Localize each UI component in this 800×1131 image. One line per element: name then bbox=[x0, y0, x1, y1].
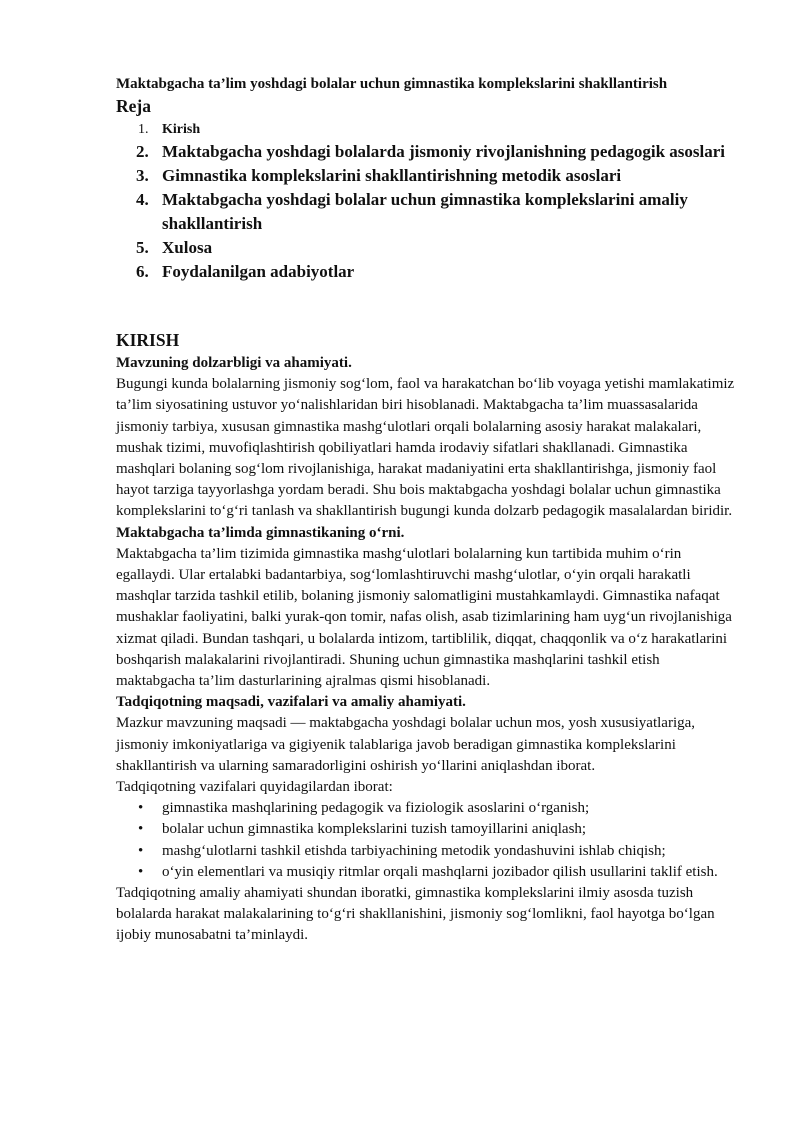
spacer bbox=[116, 284, 742, 329]
bullet-icon: • bbox=[138, 842, 144, 859]
paragraph-role: Maktabgacha ta’lim tizimida gimnastika mashg‘ulotlari bolalarning kun tartibida muhim o‘rin egallaydi. Ular ertalabki badantarbiya, sog‘lomlashtiruvchi mashg‘ulotlar, o‘yin orqali harakatli mashqlar tarzida tashkil etilib, bolaning jismoniy salomatligini mustahkamlaydi. Gimnastika nafaqat mushaklar faoliyatini, balki yurak-qon tomir, nafas olish, asab tizimlarining ham uyg‘un rivojlanishiga xizmat qiladi. Bundan tashqari, u bolalarda intizom, tartiblilik, diqqat, chaqqonlik va o‘z harakatlarini boshqarish malakalarini rivojlantiradi. Shuning uchun gimnastika mashqlarini tashkil etish maktabgacha ta’lim dasturlarining ajralmas qismi hisoblanadi. bbox=[116, 545, 732, 690]
task-text: bolalar uchun gimnastika komplekslarini tuzish tamoyillarini aniqlash; bbox=[162, 821, 587, 838]
plan-item-text: Foydalanilgan adabiyotlar bbox=[162, 262, 355, 281]
plan-heading: Reja bbox=[116, 96, 151, 116]
plan-item bbox=[116, 260, 742, 284]
task-text: gimnastika mashqlarining pedagogik va fiziologik asoslarini o‘rganish; bbox=[162, 800, 590, 817]
plan-item-number: 6. bbox=[136, 262, 149, 281]
list-item bbox=[116, 798, 742, 819]
plan-item bbox=[116, 164, 742, 188]
bullet-icon: • bbox=[138, 800, 144, 817]
tasks-intro: Tadqiqotning vazifalari quyidagilardan iborat: bbox=[116, 779, 393, 796]
subheading-goals: Tadqiqotning maqsadi, vazifalari va amaliy ahamiyati. bbox=[116, 694, 466, 711]
section-heading-kirish: KIRISH bbox=[116, 330, 180, 350]
list-item bbox=[116, 841, 742, 862]
paragraph-goal: Mazkur mavzuning maqsadi — maktabgacha yoshdagi bolalar uchun mos, yosh xususiyatlariga, jismoniy imkoniyatlariga va gigiyenik talablariga javob beradigan gimnastika komplekslarini shakllantirish va ularning samaradorligini oshirish yo‘llarini aniqlashdan iborat. bbox=[116, 715, 696, 774]
plan-item-number: 3. bbox=[136, 166, 149, 185]
task-text: mashg‘ulotlarni tashkil etishda tarbiyachining metodik yondashuvini ishlab chiqish; bbox=[162, 842, 666, 859]
paragraph-relevance: Bugungi kunda bolalarning jismoniy sog‘lom, faol va harakatchan bo‘lib voyaga yetishi mamlakatimiz ta’lim siyosatining ustuvor yo‘nalishlaridan biri hisoblanadi. Maktabgacha ta’lim muassasalarida jismoniy tarbiya, xususan gimnastika mashg‘ulotlari orqali bolalarning asosiy harakat malakalari, mushak tizimi, muvofiqlashtirish qobiliyatlari hamda irodaviy sifatlari shakllanadi. Gimnastika mashqlari bolaning sog‘lom rivojlanishiga, harakat madaniyatini erta shakllantirishga, jismoniy faol hayot tarziga tayyorlashga yordam beradi. Shu bois maktabgacha yoshdagi bolalar uchun gimnastika komplekslarini to‘g‘ri tanlash va shakllantirish bugungi kunda dolzarb pedagogik masalalardan biridir. bbox=[116, 376, 735, 520]
plan-item-number: 1. bbox=[138, 122, 149, 137]
plan-item-text: Maktabgacha yoshdagi bolalar uchun gimnastika komplekslarini amaliy shakllantirish bbox=[162, 190, 688, 233]
subheading-role: Maktabgacha ta’limda gimnastikaning o‘rni. bbox=[116, 524, 405, 541]
list-item bbox=[116, 862, 742, 883]
list-item bbox=[116, 819, 742, 840]
plan-item-number: 5. bbox=[136, 238, 149, 257]
plan-list bbox=[116, 119, 742, 284]
plan-item-text: Maktabgacha yoshdagi bolalarda jismoniy rivojlanishning pedagogik asoslari bbox=[162, 142, 725, 161]
document-title: Maktabgacha ta’lim yoshdagi bolalar uchun gimnastika komplekslarini shakllantirish bbox=[116, 76, 668, 92]
plan-item bbox=[116, 119, 742, 140]
plan-item-text: Gimnastika komplekslarini shakllantirishning metodik asoslari bbox=[162, 166, 622, 185]
plan-item-text: Kirish bbox=[162, 122, 201, 137]
plan-item bbox=[116, 188, 742, 236]
plan-item-number: 2. bbox=[136, 142, 149, 161]
subheading-relevance: Mavzuning dolzarbligi va ahamiyati. bbox=[116, 355, 352, 371]
bullet-icon: • bbox=[138, 863, 144, 880]
plan-item-text: Xulosa bbox=[162, 238, 213, 257]
task-text: o‘yin elementlari va musiqiy ritmlar orqali mashqlarni jozibador qilish usullarini taklif etish. bbox=[162, 863, 718, 880]
plan-item bbox=[116, 236, 742, 260]
bullet-icon: • bbox=[138, 821, 144, 838]
paragraph-practical: Tadqiqotning amaliy ahamiyati shundan iboratki, gimnastika komplekslarini ilmiy asosda tuzish bolalarda harakat malakalarining to‘g‘ri shakllanishini, jismoniy sog‘lomlikni, faol hayotga bo‘lgan ijobiy munosabatni ta’minlaydi. bbox=[116, 885, 715, 944]
plan-item-number: 4. bbox=[136, 190, 149, 209]
document-page bbox=[116, 74, 742, 947]
plan-item bbox=[116, 140, 742, 164]
tasks-list bbox=[116, 798, 742, 883]
